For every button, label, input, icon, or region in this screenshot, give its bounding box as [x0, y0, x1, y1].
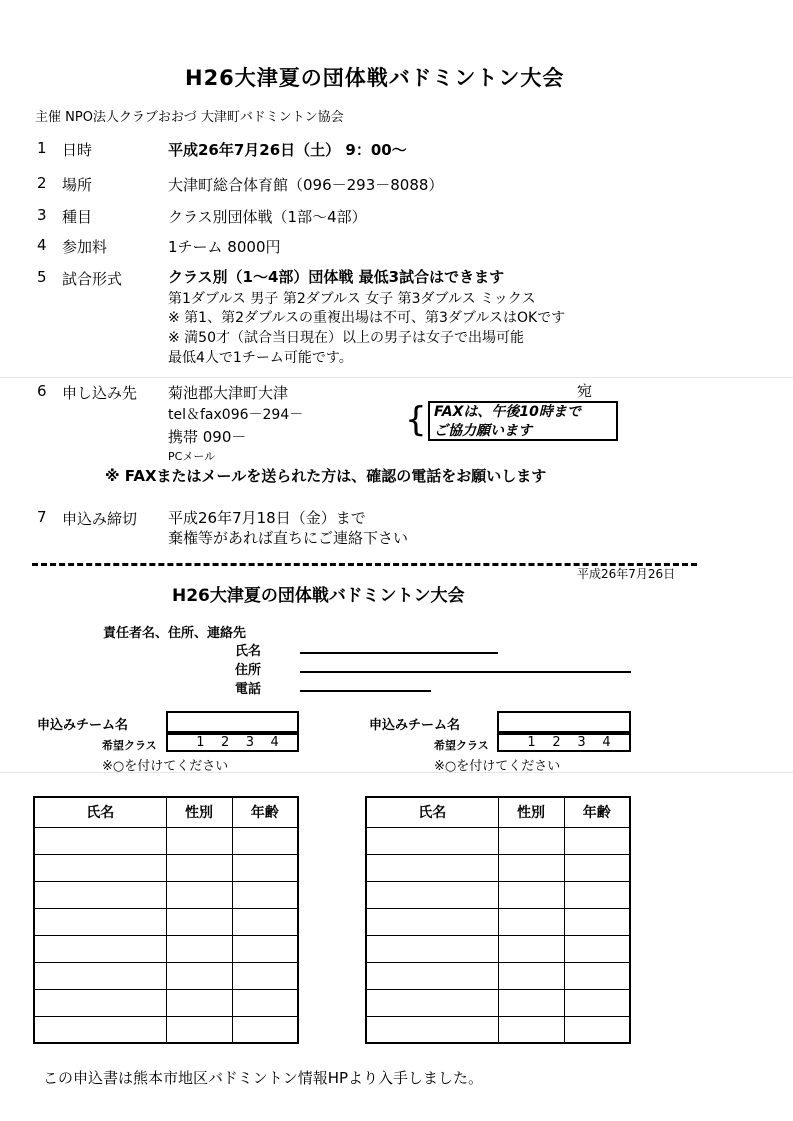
name-cell[interactable]: [366, 962, 498, 989]
item-value: tel＆fax096－294－: [168, 407, 304, 423]
roster-table: [33, 796, 299, 1044]
item-value: 平成26年7月18日（金）まで: [168, 509, 366, 527]
organizer: 主催 NPO法人クラブおおづ 大津町バドミントン協会: [35, 110, 344, 125]
class-options[interactable]: [497, 733, 631, 752]
fax-note-box: [428, 401, 618, 441]
age-cell[interactable]: [564, 854, 630, 881]
header-name: 氏名: [34, 797, 166, 827]
name-cell[interactable]: [34, 854, 166, 881]
item-label: 日時: [62, 141, 93, 159]
item-value: 第1ダブルス 男子 第2ダブルス 女子 第3ダブルス ミックス: [168, 291, 536, 307]
table-row: [366, 827, 630, 854]
table-row: [366, 854, 630, 881]
gender-cell[interactable]: [498, 827, 564, 854]
item-value: 携帯 090－: [168, 428, 247, 446]
age-cell[interactable]: [564, 881, 630, 908]
age-cell[interactable]: [232, 935, 298, 962]
name-cell[interactable]: [366, 989, 498, 1016]
name-cell[interactable]: [34, 1016, 166, 1043]
gender-cell[interactable]: [498, 854, 564, 881]
gender-cell[interactable]: [166, 854, 232, 881]
item-num: 7: [37, 508, 47, 526]
age-cell[interactable]: [232, 827, 298, 854]
form-date: 平成26年7月26日: [577, 567, 676, 581]
item-value: 最低4人で1チーム可能です。: [168, 350, 353, 366]
class-label: 希望クラス: [434, 739, 489, 752]
team-name-box[interactable]: [166, 711, 299, 733]
gender-cell[interactable]: [498, 908, 564, 935]
fax-note-line: FAXは、午後10時まで: [434, 404, 581, 420]
roster-table: [365, 796, 631, 1044]
table-row: [366, 908, 630, 935]
item-label: 試合形式: [62, 270, 123, 288]
gender-cell[interactable]: [166, 827, 232, 854]
class-option[interactable]: 1: [196, 735, 205, 750]
item-value: クラス別団体戦（1部～4部）: [168, 208, 367, 226]
header-gender: 性別: [166, 797, 232, 827]
item-value: 菊池郡大津町大津: [168, 384, 289, 402]
class-label: 希望クラス: [102, 739, 157, 752]
team-name-label: 申込みチーム名: [369, 718, 461, 733]
name-cell[interactable]: [366, 827, 498, 854]
table-row: [34, 881, 298, 908]
name-cell[interactable]: [366, 1016, 498, 1043]
name-label: 氏名: [235, 644, 262, 659]
header-gender: 性別: [498, 797, 564, 827]
item-value: 平成26年7月26日（土） 9：00～: [168, 141, 407, 159]
table-row: [34, 1016, 298, 1043]
contact-heading: 責任者名、住所、連絡先: [103, 626, 247, 641]
address-line[interactable]: [300, 671, 631, 673]
name-cell[interactable]: [34, 962, 166, 989]
table-row: [34, 989, 298, 1016]
age-cell[interactable]: [232, 989, 298, 1016]
name-cell[interactable]: [34, 827, 166, 854]
table-row: [34, 962, 298, 989]
item-label: 種目: [62, 208, 93, 226]
age-cell[interactable]: [564, 989, 630, 1016]
item-value: PCメール: [168, 450, 216, 463]
gender-cell[interactable]: [166, 1016, 232, 1043]
name-cell[interactable]: [34, 908, 166, 935]
class-option[interactable]: 4: [270, 735, 279, 750]
age-cell[interactable]: [564, 962, 630, 989]
header-age: 年齢: [232, 797, 298, 827]
gender-cell[interactable]: [166, 989, 232, 1016]
name-cell[interactable]: [366, 908, 498, 935]
fold-line: [0, 377, 793, 378]
gender-cell[interactable]: [498, 935, 564, 962]
item-value: 1チーム 8000円: [168, 238, 281, 256]
name-cell[interactable]: [366, 854, 498, 881]
name-cell[interactable]: [366, 881, 498, 908]
item-value: 棄権等があれば直ちにご連絡下さい: [168, 529, 409, 547]
table-row: [366, 989, 630, 1016]
team-name-label: 申込みチーム名: [37, 718, 129, 733]
item-value: ※ 第1、第2ダブルスの重複出場は不可、第3ダブルスはOKです: [168, 310, 566, 326]
page-title: H26大津夏の団体戦バドミントン大会: [185, 66, 565, 90]
item-label: 場所: [62, 176, 93, 194]
form-title: H26大津夏の団体戦バドミントン大会: [172, 586, 465, 606]
class-option[interactable]: 3: [577, 735, 586, 750]
class-option[interactable]: 1: [527, 735, 536, 750]
item-num: 4: [37, 236, 47, 254]
age-cell[interactable]: [232, 1016, 298, 1043]
table-row: [34, 827, 298, 854]
name-cell[interactable]: [34, 989, 166, 1016]
item-value: 大津町総合体育館（096－293－8088）: [168, 176, 444, 194]
class-option[interactable]: 3: [245, 735, 255, 750]
circle-note: ※○を付けてください: [434, 759, 561, 774]
table-header-row: [34, 797, 298, 827]
age-cell[interactable]: [232, 962, 298, 989]
team-name-box[interactable]: [497, 711, 631, 733]
name-line[interactable]: [300, 652, 498, 654]
table-row: [366, 1016, 630, 1043]
gender-cell[interactable]: [166, 935, 232, 962]
gender-cell[interactable]: [498, 962, 564, 989]
class-options[interactable]: [166, 733, 299, 752]
age-cell[interactable]: [564, 827, 630, 854]
table-row: [366, 962, 630, 989]
fax-request: ※ FAXまたはメールを送られた方は、確認の電話をお願いします: [105, 467, 547, 485]
table-row: [34, 908, 298, 935]
item-num: 6: [37, 382, 47, 400]
gender-cell[interactable]: [498, 1016, 564, 1043]
item-num: 2: [37, 174, 47, 192]
age-cell[interactable]: [232, 854, 298, 881]
item-value: ※ 満50才（試合当日現在）以上の男子は女子で出場可能: [168, 330, 524, 346]
gender-cell[interactable]: [166, 962, 232, 989]
name-cell[interactable]: [366, 935, 498, 962]
fax-note-line: ご協力願います: [434, 423, 532, 439]
item-value: クラス別（1～4部）団体戦 最低3試合はできます: [168, 268, 505, 286]
item-label: 申込み締切: [62, 510, 138, 528]
addressee-suffix: 宛: [577, 382, 593, 400]
class-option[interactable]: 2: [552, 735, 561, 750]
age-cell[interactable]: [232, 908, 298, 935]
circle-note: ※○を付けてください: [102, 759, 229, 774]
table-header-row: [366, 797, 630, 827]
table-row: [34, 935, 298, 962]
gender-cell[interactable]: [166, 881, 232, 908]
phone-line[interactable]: [300, 690, 431, 692]
table-row: [366, 935, 630, 962]
item-label: 申し込み先: [62, 384, 138, 402]
name-cell[interactable]: [34, 881, 166, 908]
address-label: 住所: [235, 663, 262, 678]
table-row: [34, 854, 298, 881]
item-num: 5: [37, 268, 47, 286]
item-label: 参加料: [62, 238, 108, 256]
gender-cell[interactable]: [166, 908, 232, 935]
age-cell[interactable]: [564, 908, 630, 935]
age-cell[interactable]: [564, 935, 630, 962]
class-option[interactable]: 4: [602, 735, 611, 750]
brace-mark: {: [405, 400, 427, 440]
age-cell[interactable]: [564, 1016, 630, 1043]
header-age: 年齢: [564, 797, 630, 827]
phone-label: 電話: [235, 682, 262, 697]
table-row: [366, 881, 630, 908]
item-num: 3: [37, 206, 47, 224]
class-option[interactable]: 2: [220, 735, 230, 750]
name-cell[interactable]: [34, 935, 166, 962]
gender-cell[interactable]: [498, 881, 564, 908]
age-cell[interactable]: [232, 881, 298, 908]
gender-cell[interactable]: [498, 989, 564, 1016]
header-name: 氏名: [366, 797, 498, 827]
footer-note: この申込書は熊本市地区バドミントン情報HPより入手しました。: [43, 1069, 484, 1087]
item-num: 1: [37, 139, 47, 157]
